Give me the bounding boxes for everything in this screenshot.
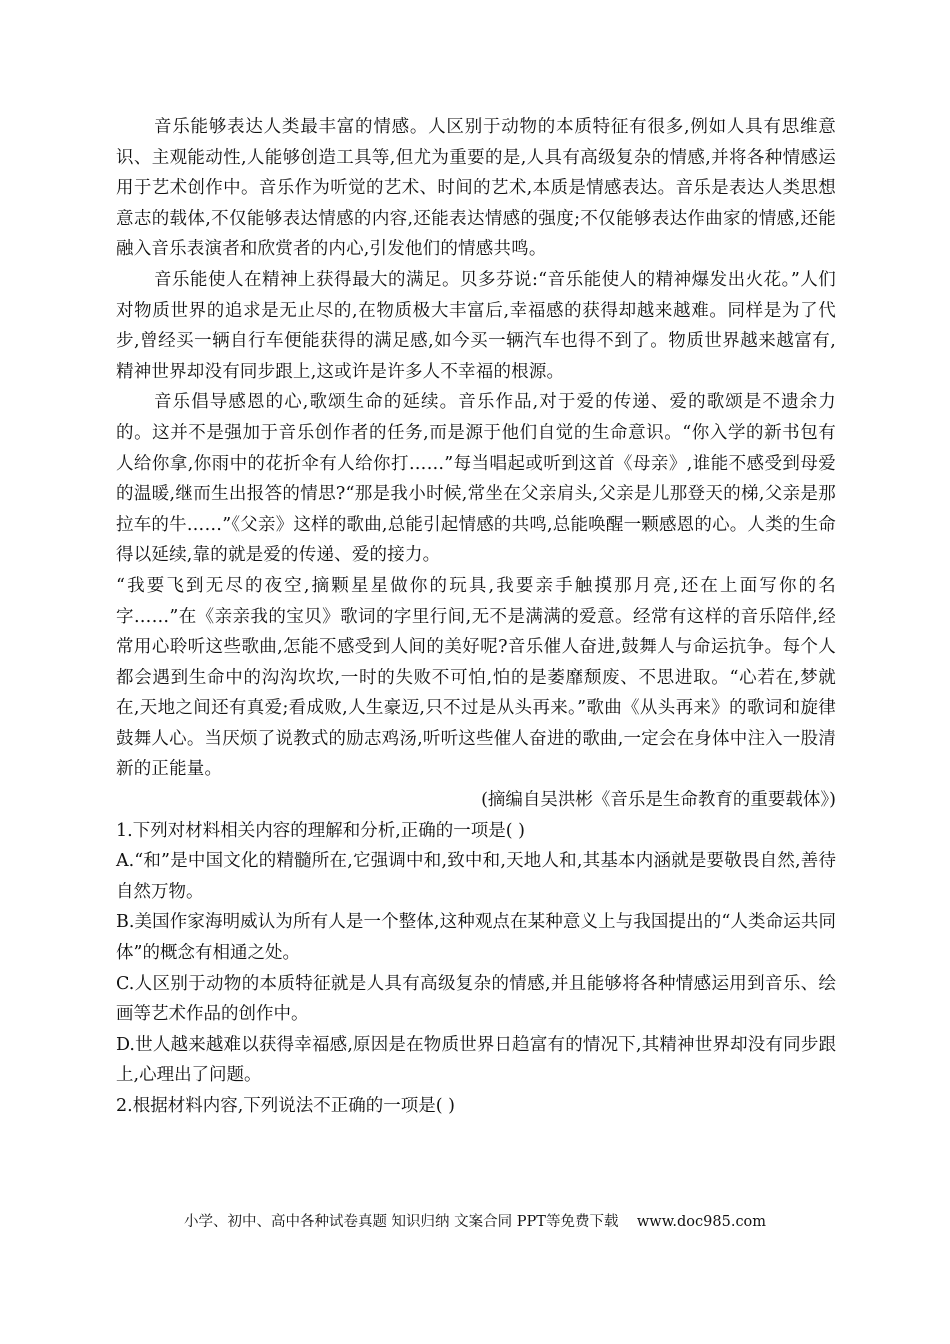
page-footer: 小学、初中、高中各种试卷真题 知识归纳 文案合同 PPT等免费下载 www.doc985.com	[183, 1214, 767, 1230]
question-1-option-b: B.美国作家海明威认为所有人是一个整体,这种观点在某种意义上与我国提出的“人类命运共同体”的概念有相通之处。	[116, 912, 836, 964]
question-1-option-c: C.人区别于动物的本质特征就是人具有高级复杂的情感,并且能够将各种情感运用到音乐、绘画等艺术作品的创作中。	[116, 973, 836, 1025]
question-1-option-a: A.“和”是中国文化的精髓所在,它强调中和,致中和,天地人和,其基本内涵就是要敬畏自然,善待自然万物。	[116, 851, 836, 902]
question-1	[116, 816, 836, 1091]
question-1-option-d: D.世人越来越难以获得幸福感,原因是在物质世界日趋富有的情况下,其精神世界却没有同步跟上,心理出了问题。	[116, 1034, 836, 1086]
paragraph-1: 音乐能够表达人类最丰富的情感。人区别于动物的本质特征有很多,例如人具有思维意识、主观能动性,人能够创造工具等,但尤为重要的是,人具有高级复杂的情感,并将各种情感运用于艺术创作中。音乐作为听觉的艺术、时间的艺术,本质是情感表达。音乐是表达人类思想意志的载体,不仅能够表达情感的内容,还能表达情感的强度;不仅能够表达作曲家的情感,还能融入音乐表演者和欣赏者的内心,引发他们的情感共鸣。	[116, 117, 836, 260]
document-body	[116, 112, 836, 1122]
question-2	[116, 1091, 836, 1122]
paragraph-3: 音乐倡导感恩的心,歌颂生命的延续。音乐作品,对于爱的传递、爱的歌颂是不遗余力的。这并不是强加于音乐创作者的任务,而是源于他们自觉的生命意识。“你入学的新书包有人给你拿,你雨中的花折伞有人给你打……”每当唱起或听到这首《母亲》,谁能不感受到母爱的温暖,继而生出报答的情思?“那是我小时候,常坐在父亲肩头,父亲是儿那登天的梯,父亲是那拉车的牛……”《父亲》这样的歌曲,总能引起情感的共鸣,总能唤醒一颗感恩的心。人类的生命得以延续,靠的就是爱的传递、爱的接力。	[116, 392, 836, 566]
source-citation: (摘编自吴洪彬《音乐是生命教育的重要载体》)	[481, 790, 836, 811]
question-1-stem: 1.下列对材料相关内容的理解和分析,正确的一项是( )	[116, 820, 525, 841]
paragraph-4: “我要飞到无尽的夜空,摘颗星星做你的玩具,我要亲手触摸那月亮,还在上面写你的名字……”在《亲亲我的宝贝》歌词的字里行间,无不是满满的爱意。经常有这样的音乐陪伴,经常用心聆听这些歌曲,怎能不感受到人间的美好呢?音乐催人奋进,鼓舞人与命运抗争。每个人都会遇到生命中的沟沟坎坎,一时的失败不可怕,怕的是萎靡颓废、不思进取。“心若在,梦就在,天地之间还有真爱;看成败,人生豪迈,只不过是从头再来。”歌曲《从头再来》的歌词和旋律鼓舞人心。当厌烦了说教式的励志鸡汤,听听这些催人奋进的歌曲,一定会在身体中注入一股清新的正能量。	[116, 575, 836, 780]
paragraph-2: 音乐能使人在精神上获得最大的满足。贝多芬说:“音乐能使人的精神爆发出火花。”人们对物质世界的追求是无止尽的,在物质极大丰富后,幸福感的获得却越来越难。同样是为了代步,曾经买一辆自行车便能获得的满足感,如今买一辆汽车也得不到了。物质世界越来越富有,精神世界却没有同步跟上,这或许是许多人不幸福的根源。	[116, 269, 836, 382]
question-2-stem: 2.根据材料内容,下列说法不正确的一项是( )	[116, 1096, 455, 1116]
